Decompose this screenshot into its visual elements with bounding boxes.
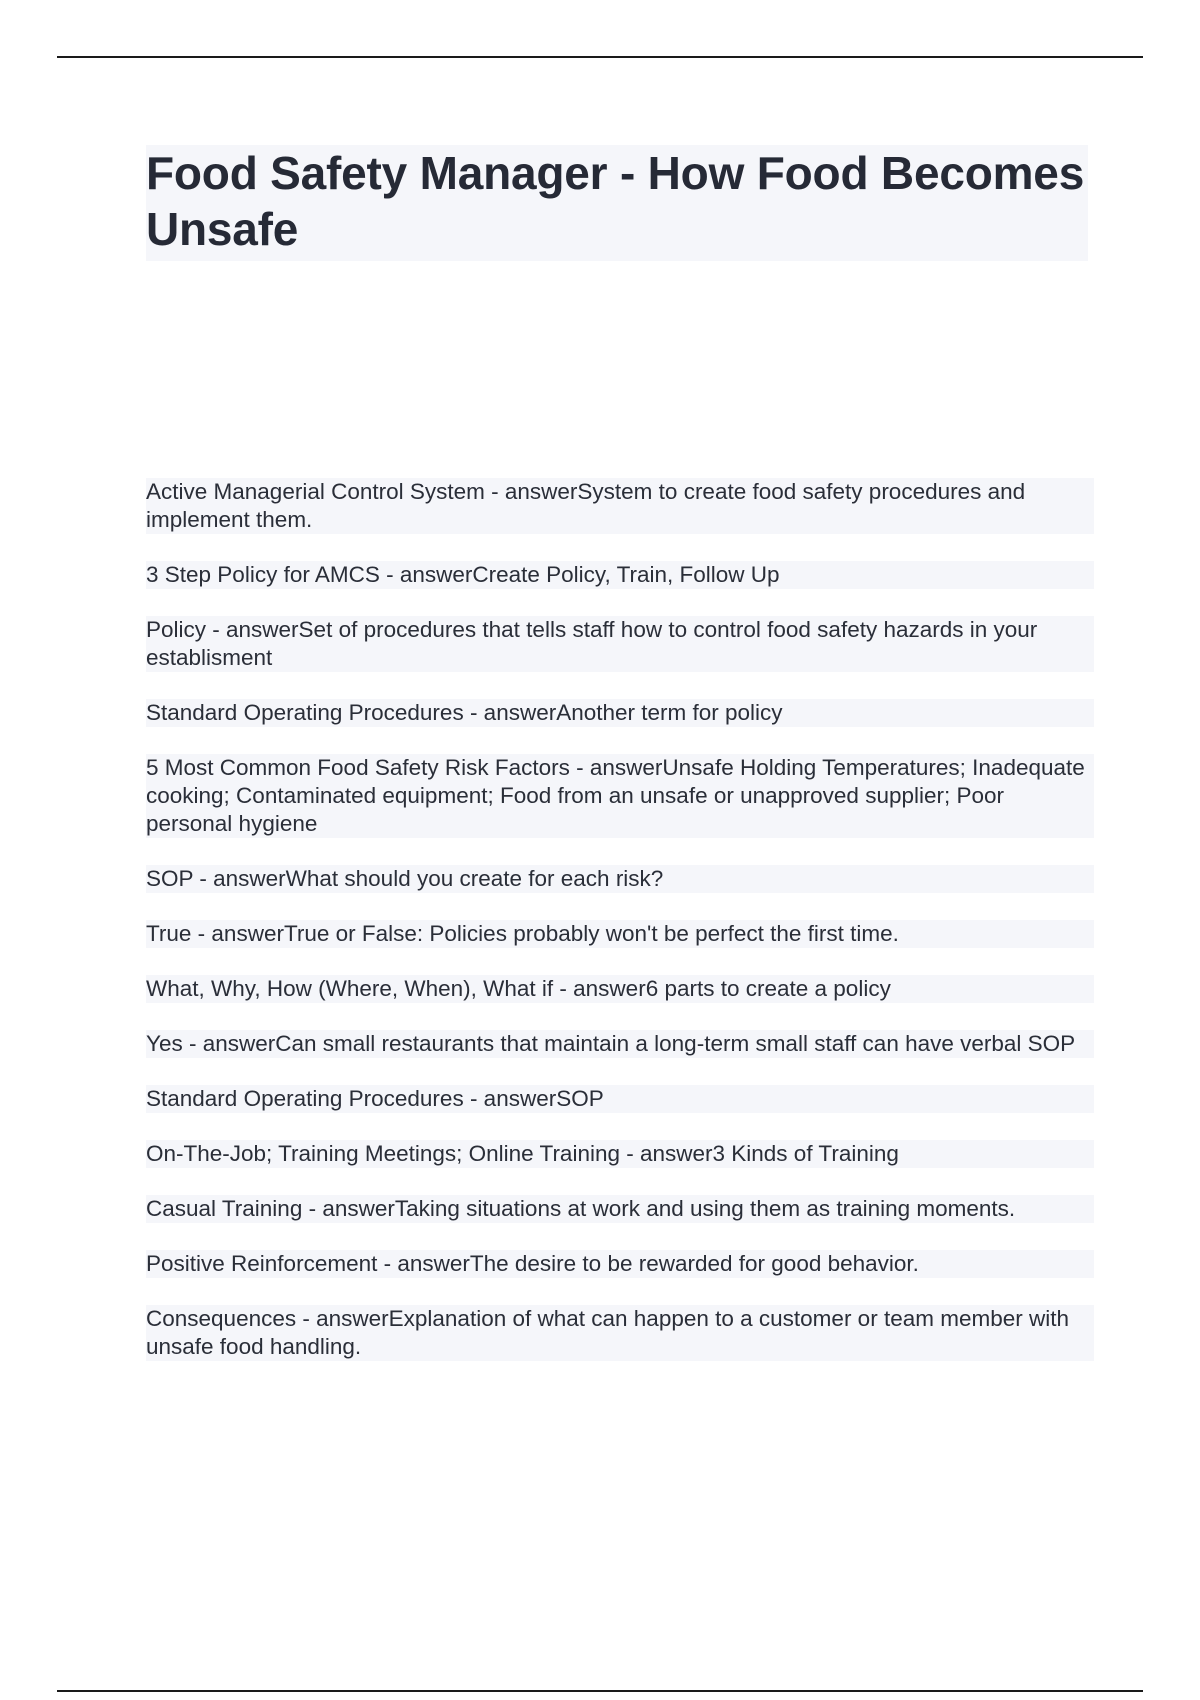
- qa-item: Active Managerial Control System - answerSystem to create food safety procedures and implement them.: [146, 478, 1094, 534]
- qa-item: 3 Step Policy for AMCS - answerCreate Policy, Train, Follow Up: [146, 561, 1094, 589]
- qa-item: Standard Operating Procedures - answerAnother term for policy: [146, 699, 1094, 727]
- qa-item: 5 Most Common Food Safety Risk Factors - answerUnsafe Holding Temperatures; Inadequate cooking; Contaminated equipment; Food from an unsafe or unapproved supplier; Poor personal hygiene: [146, 754, 1094, 838]
- qa-list: [146, 478, 1094, 1388]
- qa-item: Yes - answerCan small restaurants that maintain a long-term small staff can have verbal SOP: [146, 1030, 1094, 1058]
- qa-item: Consequences - answerExplanation of what can happen to a customer or team member with unsafe food handling.: [146, 1305, 1094, 1361]
- qa-item: On-The-Job; Training Meetings; Online Training - answer3 Kinds of Training: [146, 1140, 1094, 1168]
- qa-item: What, Why, How (Where, When), What if - answer6 parts to create a policy: [146, 975, 1094, 1003]
- header-rule: [57, 56, 1143, 58]
- page-title: Food Safety Manager - How Food Becomes Unsafe: [146, 147, 1085, 255]
- qa-item: SOP - answerWhat should you create for each risk?: [146, 865, 1094, 893]
- qa-item: Casual Training - answerTaking situations at work and using them as training moments.: [146, 1195, 1094, 1223]
- qa-item: Positive Reinforcement - answerThe desire to be rewarded for good behavior.: [146, 1250, 1094, 1278]
- footer-rule: [57, 1690, 1143, 1692]
- title-block: [146, 145, 1088, 261]
- qa-item: Policy - answerSet of procedures that tells staff how to control food safety hazards in your establisment: [146, 616, 1094, 672]
- qa-item: Standard Operating Procedures - answerSOP: [146, 1085, 1094, 1113]
- qa-item: True - answerTrue or False: Policies probably won't be perfect the first time.: [146, 920, 1094, 948]
